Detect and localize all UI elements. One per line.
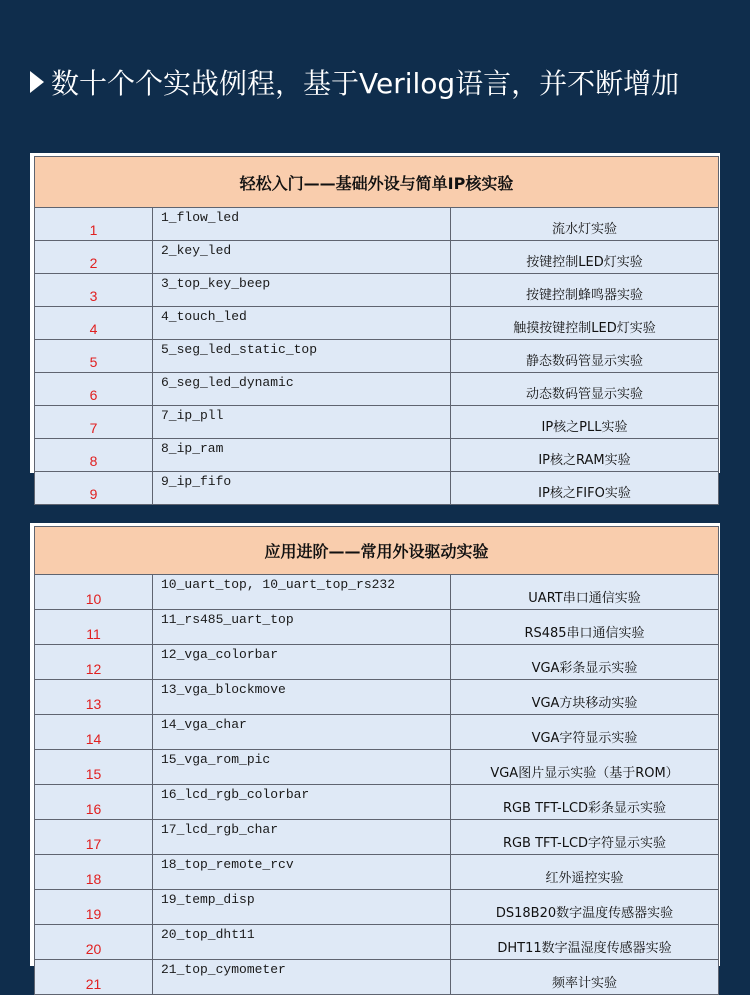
row-description: VGA彩条显示实验 [451, 645, 719, 680]
row-description: DS18B20数字温度传感器实验 [451, 890, 719, 925]
row-index: 6 [35, 373, 153, 406]
row-index: 12 [35, 645, 153, 680]
row-description: DHT11数字温湿度传感器实验 [451, 925, 719, 960]
table-row [35, 645, 719, 680]
row-project-name: 5_seg_led_static_top [153, 340, 451, 373]
beginner-section [30, 153, 720, 502]
row-project-name: 13_vga_blockmove [153, 680, 451, 715]
row-project-name: 2_key_led [153, 241, 451, 274]
table-row [35, 855, 719, 890]
row-index: 20 [35, 925, 153, 960]
play-triangle-icon [30, 71, 44, 93]
table-row [35, 307, 719, 340]
advanced-table [34, 526, 719, 995]
row-description: 触摸按键控制LED灯实验 [451, 307, 719, 340]
table-row [35, 925, 719, 960]
table-body [35, 208, 719, 505]
table-header-row [35, 157, 719, 208]
row-description: VGA图片显示实验（基于ROM） [451, 750, 719, 785]
row-project-name: 10_uart_top, 10_uart_top_rs232 [153, 575, 451, 610]
row-project-name: 20_top_dht11 [153, 925, 451, 960]
row-project-name: 16_lcd_rgb_colorbar [153, 785, 451, 820]
row-description: RGB TFT-LCD彩条显示实验 [451, 785, 719, 820]
row-index: 7 [35, 406, 153, 439]
row-index: 4 [35, 307, 153, 340]
row-index: 18 [35, 855, 153, 890]
table-row [35, 274, 719, 307]
row-project-name: 15_vga_rom_pic [153, 750, 451, 785]
row-index: 2 [35, 241, 153, 274]
table-header-row [35, 527, 719, 575]
row-description: RGB TFT-LCD字符显示实验 [451, 820, 719, 855]
row-index: 14 [35, 715, 153, 750]
row-index: 11 [35, 610, 153, 645]
table-row [35, 680, 719, 715]
row-project-name: 21_top_cymometer [153, 960, 451, 995]
row-index: 10 [35, 575, 153, 610]
section-title: 应用进阶——常用外设驱动实验 [35, 527, 719, 575]
row-project-name: 14_vga_char [153, 715, 451, 750]
table-row [35, 406, 719, 439]
row-project-name: 6_seg_led_dynamic [153, 373, 451, 406]
row-description: 流水灯实验 [451, 208, 719, 241]
row-index: 5 [35, 340, 153, 373]
section-title: 轻松入门——基础外设与简单IP核实验 [35, 157, 719, 208]
headline-text: 数十个个实战例程，基于Verilog语言，并不断增加 [51, 67, 680, 100]
table-row [35, 785, 719, 820]
row-index: 15 [35, 750, 153, 785]
row-description: 静态数码管显示实验 [451, 340, 719, 373]
table-row [35, 715, 719, 750]
row-project-name: 8_ip_ram [153, 439, 451, 472]
table-row [35, 750, 719, 785]
headline [30, 62, 679, 102]
table-row [35, 373, 719, 406]
row-project-name: 9_ip_fifo [153, 472, 451, 505]
table-row [35, 820, 719, 855]
row-index: 21 [35, 960, 153, 995]
row-project-name: 17_lcd_rgb_char [153, 820, 451, 855]
row-description: 按键控制蜂鸣器实验 [451, 274, 719, 307]
table-row [35, 439, 719, 472]
row-index: 17 [35, 820, 153, 855]
row-index: 16 [35, 785, 153, 820]
table-row [35, 575, 719, 610]
row-index: 1 [35, 208, 153, 241]
row-description: IP核之FIFO实验 [451, 472, 719, 505]
advanced-section [30, 523, 720, 992]
row-index: 3 [35, 274, 153, 307]
row-description: 频率计实验 [451, 960, 719, 995]
table-row [35, 472, 719, 505]
row-description: 动态数码管显示实验 [451, 373, 719, 406]
row-description: UART串口通信实验 [451, 575, 719, 610]
table-row [35, 241, 719, 274]
row-index: 8 [35, 439, 153, 472]
table-row [35, 208, 719, 241]
table-body [35, 575, 719, 995]
row-project-name: 12_vga_colorbar [153, 645, 451, 680]
row-index: 19 [35, 890, 153, 925]
table-row [35, 890, 719, 925]
row-description: VGA方块移动实验 [451, 680, 719, 715]
row-index: 13 [35, 680, 153, 715]
row-project-name: 19_temp_disp [153, 890, 451, 925]
row-description: 按键控制LED灯实验 [451, 241, 719, 274]
row-project-name: 11_rs485_uart_top [153, 610, 451, 645]
row-project-name: 18_top_remote_rcv [153, 855, 451, 890]
row-project-name: 7_ip_pll [153, 406, 451, 439]
row-description: 红外遥控实验 [451, 855, 719, 890]
row-project-name: 4_touch_led [153, 307, 451, 340]
beginner-table [34, 156, 719, 505]
table-row [35, 960, 719, 995]
row-project-name: 1_flow_led [153, 208, 451, 241]
table-row [35, 610, 719, 645]
row-project-name: 3_top_key_beep [153, 274, 451, 307]
row-description: IP核之PLL实验 [451, 406, 719, 439]
row-index: 9 [35, 472, 153, 505]
row-description: RS485串口通信实验 [451, 610, 719, 645]
table-row [35, 340, 719, 373]
row-description: IP核之RAM实验 [451, 439, 719, 472]
row-description: VGA字符显示实验 [451, 715, 719, 750]
